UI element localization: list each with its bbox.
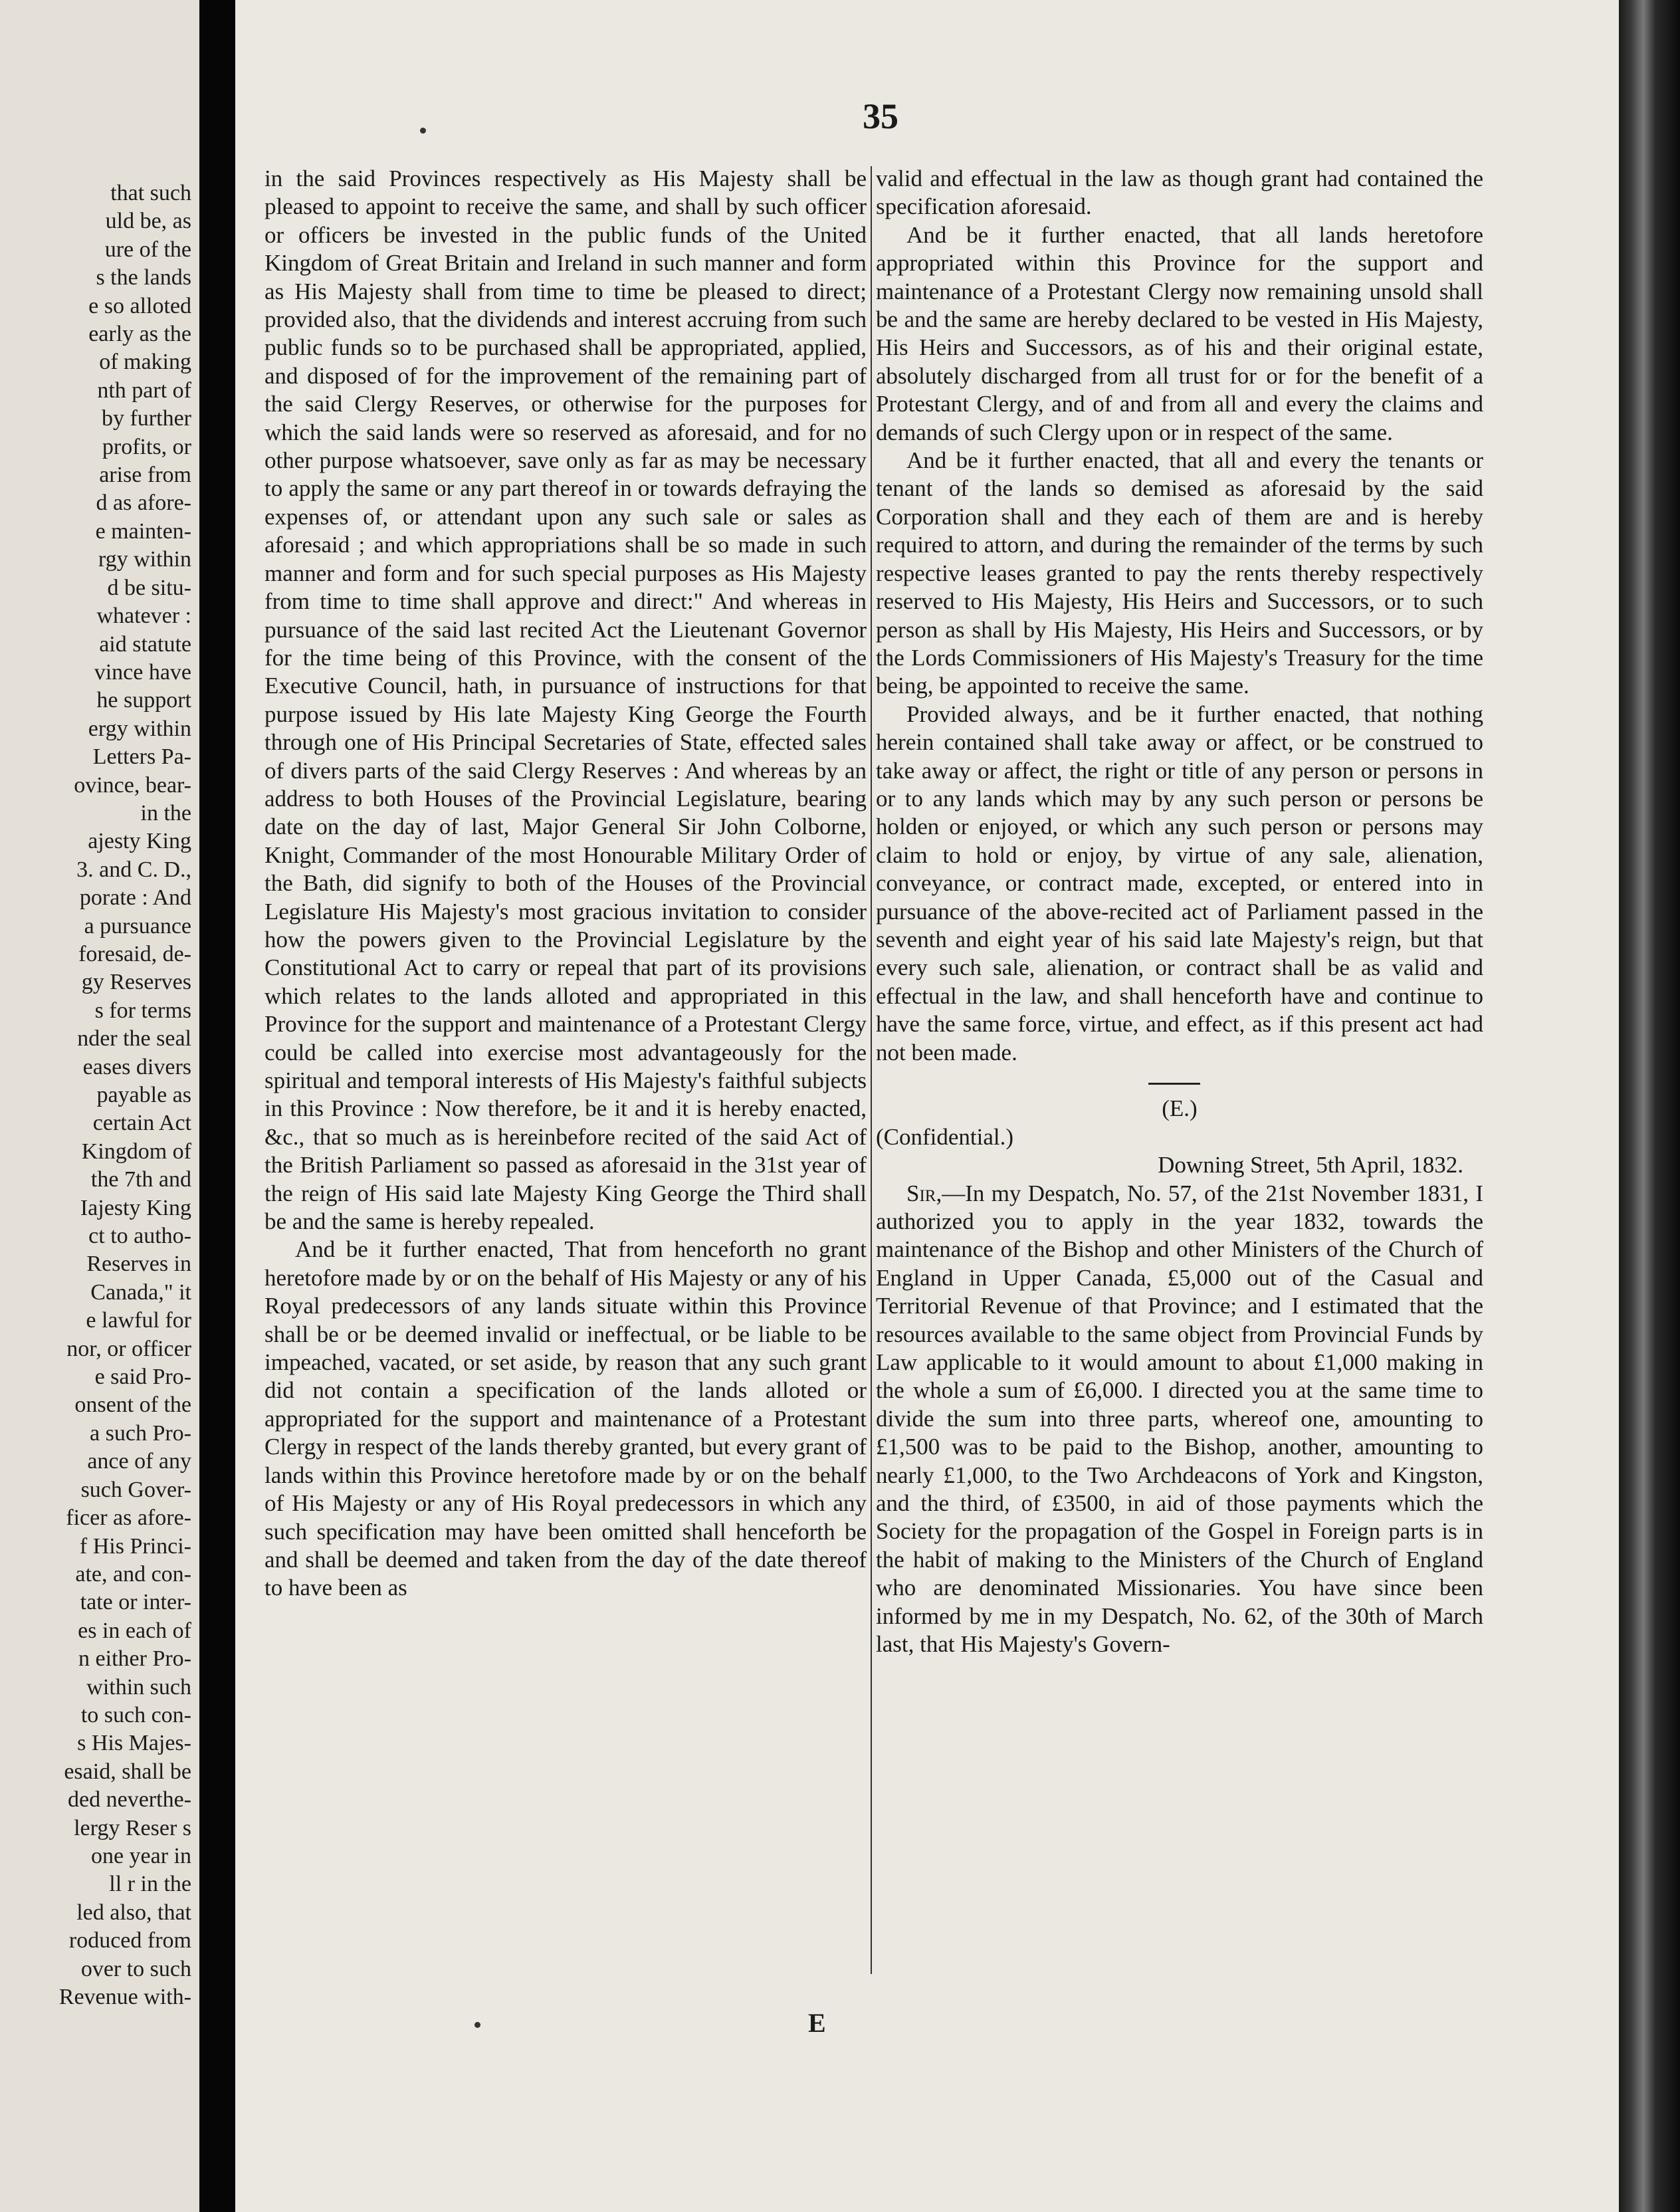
letter-text: —In my Despatch, No. 57, of the 21st November 1831, I authorized you to apply in the year 1832, towards the maintenance of the Bishop and other Ministers of the Church of England in Upper Canada, £5,000 out of the Casual and Territorial Revenue of that Province; and I estimated that the resources available to the same object from Provincial Funds by Law applicable to it would amount to about £1,000 making in the whole a sum of £6,000. I directed you at the same time to divide the sum into three parts, whereof one, amounting to £1,500 was to be paid to the Bishop, another, amounting to nearly £1,000, to the Two Archdeacons of York and Kingston, and the third, of £3500, in aid of those payments which the Society for the propagation of the Gospel in Foreign parts is in the habit of making to the Ministers of the Church of England who are denominated Missionaries. You have since been informed by me in my Despatch, No. 62, of the 30th of March last, that His Majesty's Govern- [876, 1180, 1483, 1658]
fragment-line: that such [110, 181, 191, 205]
paragraph: And be it further enacted, that all lands heretofore appropriated within this Province for the support and maintenance of a Protestant Clergy now remaining unsold shall be and the same are hereby declared to be vested in His Majesty, His Heirs and Successors, as of his and their original estate, absolutely discharged from all trust for or for the benefit of a Protestant Clergy, and of and from all and every the claims and demands of such Clergy upon or in respect of the same. [876, 221, 1483, 445]
fragment-line: Letters Pa- [92, 744, 191, 770]
fragment-line: s for terms [94, 998, 191, 1023]
fragment-line: ance of any [87, 1449, 191, 1474]
signature-mark: E [808, 2008, 826, 2038]
fragment-line: early as the [88, 322, 191, 347]
fragment-line: payable as [96, 1083, 191, 1107]
fragment-line: one year in [90, 1843, 191, 1868]
adjacent-page-fragment [0, 0, 199, 2212]
fragment-line: aid statute [99, 631, 191, 657]
fragment-line: lergy Reser s [74, 1815, 191, 1840]
fragment-line: in the [140, 800, 191, 826]
fragment-line: eases divers [82, 1054, 191, 1079]
ink-speck [474, 2022, 480, 2028]
fragment-line: Canada," it [90, 1279, 191, 1305]
fragment-line: d be situ- [107, 575, 191, 600]
section-heading: (E.) [1162, 1095, 1198, 1122]
paragraph: And be it further enacted, that all and every the tenants or tenant of the lands so demised as aforesaid by the said Corporation shall and they each of them are and is hereby required to attorn, and during the remainder of the terms by such respective leases granted to pay the rents thereby respectively reserved to His Majesty, His Heirs and Successors, or to such person as shall by His Majesty, His Heirs and Successors, or by the Lords Commissioners of His Majesty's Treasury for the time being, be appointed to receive the same. [876, 447, 1483, 699]
left-column [264, 165, 867, 1603]
paragraph: in the said Provinces respectively as His Majesty shall be pleased to appoint to receive the same, and shall by such officer or officers be invested in the public funds of the United Kingdom of Great Britain and Ireland in such manner and form as His Majesty shall from time to time be pleased to direct; provided also, that the dividends and interest accruing from such public funds so to be purchased shall be appropriated, applied, and disposed of for the improvement of the remaining part of the said Clergy Reserves, or otherwise for the purposes for which the said lands were so reserved as aforesaid, and for no other purpose whatsoever, save only as far as may be necessary to apply the same or any part thereof in or towards defraying the expenses of, or attendant upon any such sale or sales as aforesaid ; and which appropriations shall be so made in such manner and form and for such special purposes as His Majesty from time to time shall approve and direct:" And whereas in pursuance of the said last recited Act the Lieutenant Governor for the time being of this Province, with the consent of the Executive Council, hath, in pursuance of instructions for that purpose issued by His late Majesty King George the Fourth through one of His Principal Secretaries of State, effected sales of divers parts of the said Clergy Reserves : And whereas by an address to both Houses of the Provincial Legislature, bearing date on the day of last, Major General Sir John Colborne, Knight, Commander of the most Honourable Military Order of the Bath, did signify to both of the Houses of the Provincial Legislature His Majesty's most gracious invitation to consider how the powers given to the Provincial Legislature by the Constitutional Act to carry or repeal that part of its provisions which relates to the lands alloted and appropriated in this Province for the support and maintenance of a Protestant Clergy could be called into exercise most advantageously for the spiritual and temporal interests of His Majesty's faithful subjects in this Province : Now therefore, be it and it is hereby enacted, &c., that so much as is hereinbefore recited of the said Act of the British Parliament so passed as aforesaid in the 31st year of the reign of His said late Majesty King George the Third shall be and the same is hereby repealed. [264, 166, 867, 1235]
fragment-line: e said Pro- [94, 1365, 191, 1390]
fragment-line: nder the seal [77, 1026, 191, 1051]
fragment-line: Reserves in [86, 1252, 191, 1277]
ink-speck [420, 128, 426, 134]
fragment-line: Kingdom of [81, 1139, 191, 1164]
salutation: Sir, [906, 1180, 942, 1206]
fragment-line: d as afore- [96, 491, 191, 516]
fragment-line: of making [99, 350, 191, 375]
fragment-line: within such [86, 1674, 191, 1700]
fragment-line: nor, or officer [66, 1336, 191, 1361]
fragment-line: 3. and C. D., [76, 857, 191, 882]
book-gutter [199, 0, 235, 2212]
fragment-line: whatever : [96, 604, 191, 629]
fragment-line: ded neverthe- [68, 1787, 191, 1813]
fragment-line: s the lands [96, 265, 191, 290]
letter-dateline: Downing Street, 5th April, 1832. [1158, 1152, 1463, 1178]
fragment-line: e lawful for [86, 1308, 191, 1333]
letter-body [876, 1180, 1483, 1659]
fragment-line: such Gover- [80, 1477, 191, 1502]
fragment-line: ll r in the [109, 1872, 191, 1897]
right-column [876, 165, 1483, 1659]
fragment-line: vince have [94, 659, 191, 685]
fragment-line: ergy within [88, 716, 191, 741]
fragment-line: to such con- [80, 1702, 191, 1727]
fragment-line: rgy within [98, 547, 191, 572]
fragment-line: n either Pro- [78, 1646, 191, 1672]
fragment-line: gy Reserves [81, 970, 191, 995]
column-divider [871, 166, 872, 1974]
fragment-line: s His Majes- [77, 1731, 191, 1756]
fragment-line: Revenue with- [58, 1985, 191, 2009]
fragment-line: foresaid, de- [78, 941, 191, 966]
fragment-line: ajesty King [88, 829, 191, 854]
fragment-line: the 7th and [90, 1167, 191, 1192]
paragraph: valid and effectual in the law as though grant had contained the specification aforesaid. [876, 166, 1483, 220]
fragment-line: ct to autho- [88, 1224, 191, 1249]
fragment-line: uld be, as [105, 209, 191, 234]
fragment-line: over to such [80, 1956, 191, 1981]
fragment-line: roduced from [68, 1928, 191, 1953]
fragment-line: arise from [99, 463, 191, 488]
paragraph: And be it further enacted, That from henceforth no grant heretofore made by or on the behalf of His Majesty or any of his Royal predecessors of any lands situate within this Province shall be or be deemed invalid or ineffectual, or be liable to be impeached, vacated, or set aside, by reason that any such grant did not contain a specification of the lands alloted or appropriated for the support and maintenance of a Protestant Clergy in respect of the lands thereby granted, but every grant of lands within this Province heretofore made by or on the behalf of His Majesty or any of His Royal predecessors in which any such specification may have been omitted shall henceforth be and shall be deemed and taken from the day of the date thereof to have been as [264, 1236, 867, 1601]
fragment-line: a such Pro- [90, 1420, 191, 1446]
fragment-line: porate : And [79, 885, 191, 911]
fragment-line: e mainten- [95, 518, 191, 544]
fragment-line: ure of the [104, 237, 191, 262]
fragment-line: tate or inter- [80, 1590, 191, 1615]
adjacent-page-text [9, 179, 191, 2011]
fragment-line: by further [101, 406, 191, 431]
fragment-line: profits, or [102, 434, 191, 459]
confidential-label: (Confidential.) [876, 1123, 1014, 1150]
fragment-line: nth part of [97, 378, 191, 403]
paragraph: Provided always, and be it further enacted, that nothing herein contained shall take away or affect, or be construed to take away or affect, the right or title of any person or persons in or to any lands which may by any such person or persons be holden or enjoyed, or which any such person or persons may claim to hold or enjoy, by virtue of any sale, alienation, conveyance, or contract made, excepted, or entered into in pursuance of the above-recited act of Parliament passed in the seventh and eight year of his said late Majesty's reign, but that every such sale, alienation, or contract shall be as valid and effectual in the law, and shall henceforth have and continue to have the same force, virtue, and effect, as if this present act had not been made. [876, 701, 1483, 1065]
fragment-line: he support [96, 688, 191, 713]
fragment-line: ficer as afore- [66, 1505, 191, 1531]
page-edge [1619, 0, 1680, 2212]
fragment-line: a pursuance [84, 913, 191, 939]
fragment-line: f His Princi- [79, 1533, 191, 1559]
fragment-line: led also, that [76, 1900, 191, 1925]
section-separator [876, 1067, 1483, 1095]
page-number: 35 [863, 96, 898, 136]
fragment-line: e so alloted [88, 293, 191, 318]
fragment-line: ate, and con- [75, 1561, 191, 1587]
fragment-line: esaid, shall be [64, 1759, 191, 1784]
fragment-line: ovince, bear- [74, 772, 191, 798]
fragment-line: es in each of [78, 1618, 191, 1643]
fragment-line: onsent of the [74, 1392, 191, 1418]
fragment-line: Iajesty King [80, 1195, 191, 1220]
fragment-line: certain Act [92, 1111, 191, 1136]
